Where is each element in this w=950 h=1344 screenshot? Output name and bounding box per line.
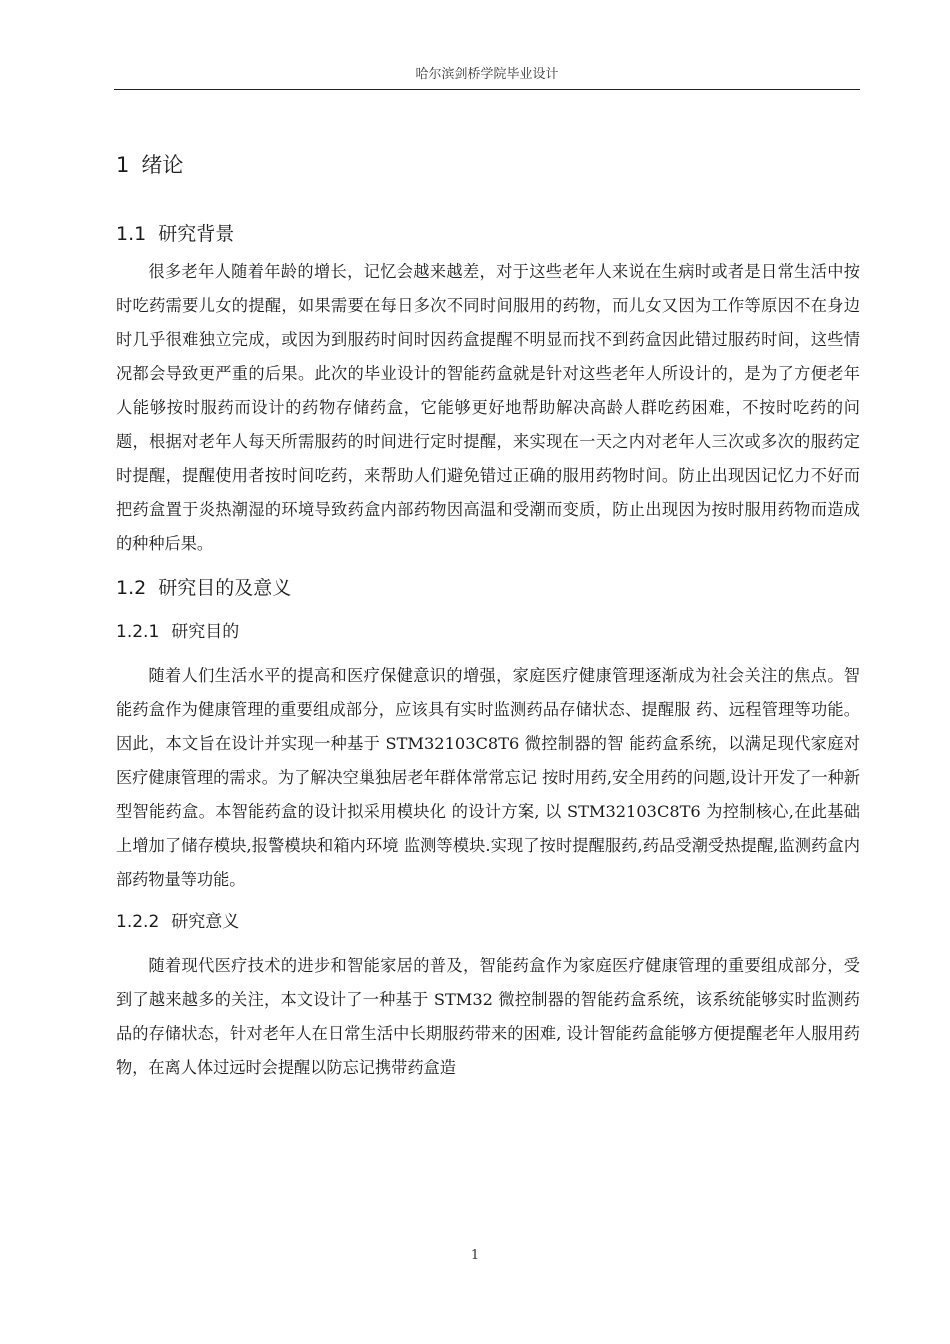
page-number: 1	[470, 1248, 480, 1263]
chapter-number: 1	[116, 153, 130, 177]
chapter-heading	[116, 145, 860, 185]
section-title: 研究目的及意义	[158, 577, 292, 599]
paragraph-research-significance: 随着现代医疗技术的进步和智能家居的普及，智能药盒作为家庭医疗健康管理的重要组成部分，受到了越来越多的关注，本文设计了一种基于 STM32 微控制器的智能药盒系统，该系统能够实时监测药品的存储状态，针对老年人在日常生活中长期服药带来的困难, 设计智能药盒能够方便提醒老年人服用药物，在离人体过远时会提醒以防忘记携带药盒造	[116, 956, 860, 1077]
subsection-heading-1-2-2	[116, 907, 860, 937]
header-divider	[114, 89, 860, 90]
section-number: 1.2	[116, 577, 147, 599]
paragraph-research-background: 很多老年人随着年龄的增长，记忆会越来越差，对于这些老年人来说在生病时或者是日常生活中按时吃药需要儿女的提醒，如果需要在每日多次不同时间服用的药物，而儿女又因为工作等原因不在身边时几乎很难独立完成，或因为到服药时间时因药盒提醒不明显而找不到药盒因此错过服药时间，这些情况都会导致更严重的后果。此次的毕业设计的智能药盒就是针对这些老年人所设计的，是为了方便老年人能够按时服药而设计的药物存储药盒，它能够更好地帮助解决高龄人群吃药困难，不按时吃药的问题，根据对老年人每天所需服药的时间进行定时提醒，来实现在一天之内对老年人三次或多次的服药定时提醒，提醒使用者按时间吃药，来帮助人们避免错过正确的服用药物时间。防止出现因记忆力不好而把药盒置于炎热潮湿的环境导致药盒内部药物因高温和受潮而变质，防止出现因为按时服用药物而造成的种种后果。	[116, 262, 860, 553]
subsection-number: 1.2.2	[116, 912, 160, 932]
section-title: 研究背景	[158, 223, 235, 245]
subsection-title: 研究意义	[171, 912, 240, 932]
section-heading-1-1	[116, 217, 860, 251]
section-heading-1-2	[116, 571, 860, 605]
chapter-title: 绪论	[141, 153, 184, 177]
paragraph-research-purpose: 随着人们生活水平的提高和医疗保健意识的增强，家庭医疗健康管理逐渐成为社会关注的焦点。智能药盒作为健康管理的重要组成部分，应该具有实时监测药品存储状态、提醒服 药、远程管理等功能。因此，本文旨在设计并实现一种基于 STM32103C8T6 微控制器的智 能药盒系统，以满足现代家庭对医疗健康管理的需求。为了解决空巢独居老年群体常常忘记 按时用药,安全用药的问题,设计开发了一种新型智能药盒。本智能药盒的设计拟采用模块化 的设计方案, 以 STM32103C8T6 为控制核心,在此基础上增加了储存模块,报警模块和箱内环境 监测等模块.实现了按时提醒服药,药品受潮受热提醒,监测药盒内部药物量等功能。	[116, 666, 860, 889]
subsection-heading-1-2-1	[116, 617, 860, 647]
page-content	[116, 145, 860, 1085]
subsection-number: 1.2.1	[116, 622, 160, 642]
section-number: 1.1	[116, 223, 147, 245]
running-header: 哈尔滨剑桥学院毕业设计	[415, 67, 559, 82]
subsection-title: 研究目的	[171, 622, 240, 642]
